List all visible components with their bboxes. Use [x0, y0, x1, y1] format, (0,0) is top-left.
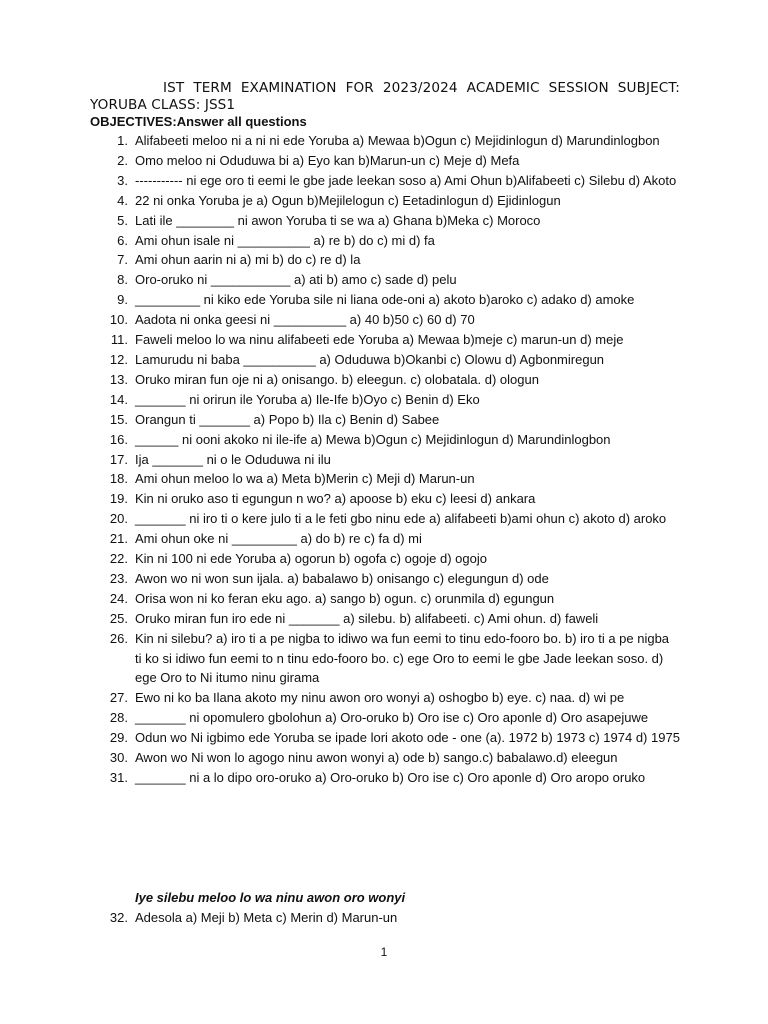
question-item [0, 390, 768, 410]
question-number: 5. [117, 212, 128, 228]
question-number: 21. [109, 531, 128, 547]
question-number: 7. [117, 252, 128, 268]
question-text: Awon wo ni won sun ijala. a) babalawo b) onisango c) elegungun d) ode [135, 570, 549, 586]
question-item [0, 191, 768, 211]
question-text: _______ ni opomulero gbolohun a) Oro-oruko b) Oro ise c) Oro aponle d) Oro asapejuwe [135, 710, 649, 726]
objectives-heading [90, 114, 307, 130]
question-text: _______ ni a lo dipo oro-oruko a) Oro-oruko b) Oro ise c) Oro aponle d) Oro aropo oruko [135, 770, 646, 785]
question-item [0, 430, 768, 450]
question-number: 9. [117, 292, 128, 308]
question-number: 18. [109, 471, 128, 487]
question-text: 22 ni onka Yoruba je a) Ogun b)Mejilelogun c) Eetadinlogun d) Ejidinlogun [135, 192, 561, 208]
section-2-heading: Iye silebu meloo lo wa ninu awon oro wonyi [135, 890, 406, 905]
question-text: Ewo ni ko ba Ilana akoto my ninu awon oro wonyi a) oshogbo b) eye. c) naa. d) wi pe [135, 690, 625, 706]
question-item [0, 151, 768, 171]
question-number: 16. [109, 431, 128, 447]
question-text: _______ ni iro ti o kere julo ti a le feti gbo ninu ede a) alifabeeti b)ami ohun c) akoto d) aroko [135, 511, 667, 527]
question-number: 12. [109, 351, 128, 367]
question-item [0, 450, 768, 470]
question-number: 25. [109, 610, 128, 626]
question-text: _________ ni kiko ede Yoruba sile ni liana ode-oni a) akoto b)aroko c) adako d) amoke [135, 292, 635, 308]
question-text: Oruko miran fun oje ni a) onisango. b) eleegun. c) olobatala. d) ologun [135, 371, 539, 387]
question-text: Orangun ti _______ a) Popo b) Ila c) Benin d) Sabee [135, 411, 440, 427]
question-item [0, 748, 768, 768]
question-number: 14. [109, 391, 128, 407]
question-text: Aadota ni onka geesi ni __________ a) 40 b)50 c) 60 d) 70 [135, 312, 475, 328]
question-item [0, 330, 768, 350]
question-text: Lamurudu ni baba __________ a) Oduduwa b)Okanbi c) Olowu d) Agbonmiregun [135, 351, 605, 367]
section-2-question-list [0, 908, 768, 928]
question-text: Oruko miran fun iro ede ni _______ a) silebu. b) alifabeeti. c) Ami ohun. d) faweli [135, 610, 599, 626]
question-item [0, 688, 768, 708]
question-item [0, 549, 768, 569]
question-item [0, 708, 768, 728]
question-number: 24. [109, 590, 128, 606]
question-text: ______ ni ooni akoko ni ile-ife a) Mewa b)Ogun c) Mejidinlogun d) Marundinlogbon [135, 431, 611, 447]
question-number: 8. [117, 272, 128, 288]
question-number: 19. [109, 491, 128, 507]
question-item [0, 131, 768, 151]
question-text: Ami ohun oke ni _________ a) do b) re c) fa d) mi [135, 531, 422, 547]
question-item [0, 589, 768, 609]
question-number: 30. [109, 750, 128, 766]
question-item [0, 370, 768, 390]
question-item [0, 908, 768, 928]
question-item [0, 290, 768, 310]
question-text: Oro-oruko ni ___________ a) ati b) amo c) sade d) pelu [135, 272, 457, 288]
question-number: 2. [117, 152, 128, 168]
question-text: Odun wo Ni igbimo ede Yoruba se ipade lori akoto ode - one (a). 1972 b) 1973 c) 1974 d) 1975 [135, 730, 680, 746]
question-number: 22. [109, 551, 128, 567]
question-item [0, 529, 768, 549]
question-text: _______ ni orirun ile Yoruba a) Ile-Ife b)Oyo c) Benin d) Eko [135, 391, 480, 407]
question-item [0, 211, 768, 231]
question-text: Ija _______ ni o le Oduduwa ni ilu [135, 451, 331, 467]
page-number: 1 [380, 945, 388, 959]
title-line-2: YORUBA CLASS: JSS1 [90, 97, 236, 113]
question-text: Ami ohun isale ni __________ a) re b) do c) mi d) fa [135, 232, 435, 248]
question-number: 13. [109, 371, 128, 387]
question-text: Orisa won ni ko feran eku ago. a) sango b) ogun. c) orunmila d) egungun [135, 590, 555, 606]
question-item [0, 270, 768, 290]
question-number: 23. [109, 570, 128, 586]
question-number: 6. [117, 232, 128, 248]
question-text: Lati ile ________ ni awon Yoruba ti se wa a) Ghana b)Meka c) Moroco [135, 212, 541, 228]
question-number: 28. [109, 710, 128, 726]
question-text: Adesola a) Meji b) Meta c) Merin d) Marun-un [135, 910, 398, 925]
question-item [0, 250, 768, 270]
question-item [0, 609, 768, 629]
question-number: 10. [109, 312, 128, 328]
question-number: 1. [117, 133, 128, 148]
question-text: Kin ni oruko aso ti egungun n wo? a) apoose b) eku c) leesi d) ankara [135, 491, 536, 507]
question-number: 31. [109, 770, 128, 785]
question-text: Kin ni 100 ni ede Yoruba a) ogorun b) ogofa c) ogoje d) ogojo [135, 551, 487, 567]
question-item [0, 728, 768, 748]
question-item [0, 350, 768, 370]
question-item [0, 231, 768, 251]
question-number: 3. [117, 172, 128, 188]
question-number: 17. [109, 451, 128, 467]
question-text: ----------- ni ege oro ti eemi le gbe jade leekan soso a) Ami Ohun b)Alifabeeti c) Silebu d) Akoto [135, 172, 677, 188]
question-number: 32. [109, 910, 128, 925]
question-number: 11. [110, 332, 128, 348]
question-text: Ami ohun aarin ni a) mi b) do c) re d) la [135, 252, 361, 268]
objectives-label: OBJECTIVES: [90, 114, 177, 129]
question-number: 27. [109, 690, 128, 706]
question-number: 15. [109, 411, 128, 427]
question-item [0, 569, 768, 589]
question-item [0, 509, 768, 529]
question-item [0, 310, 768, 330]
question-number: 29. [109, 730, 128, 746]
question-text: Alifabeeti meloo ni a ni ni ede Yoruba a) Mewaa b)Ogun c) Mejidinlogun d) Marundinlogbon [135, 133, 660, 148]
question-number: 26. [109, 630, 128, 646]
question-text: Awon wo Ni won lo agogo ninu awon wonyi a) ode b) sango.c) babalawo.d) eleegun [135, 750, 618, 766]
title-line-1: IST TERM EXAMINATION FOR 2023/2024 ACADEMIC SESSION SUBJECT: [163, 80, 680, 96]
question-item [0, 469, 768, 489]
question-text: Faweli meloo lo wa ninu alifabeeti ede Yoruba a) Mewaa b)meje c) marun-un d) meje [135, 332, 624, 348]
question-item [0, 489, 768, 509]
question-list [0, 131, 768, 788]
exam-title [90, 80, 680, 114]
question-item [0, 629, 768, 689]
question-number: 20. [109, 511, 128, 527]
question-text: Omo meloo ni Oduduwa bi a) Eyo kan b)Marun-un c) Meje d) Mefa [135, 152, 520, 168]
question-text: Kin ni silebu? a) iro ti a pe nigba to idiwo wa fun eemi to tinu edo-fooro bo. b) iro ti a pe nigba ti ko si idiwo fun eemi to n tinu edo-fooro bo. c) ege Oro to eemi le gbe Jade leekan soso. d) ege Oro to Ni itumo ninu girama [135, 630, 670, 686]
question-item [0, 768, 768, 788]
question-text: Ami ohun meloo lo wa a) Meta b)Merin c) Meji d) Marun-un [135, 471, 475, 487]
question-number: 4. [117, 192, 128, 208]
objectives-instruction: Answer all questions [176, 114, 307, 129]
question-item [0, 171, 768, 191]
question-item [0, 410, 768, 430]
